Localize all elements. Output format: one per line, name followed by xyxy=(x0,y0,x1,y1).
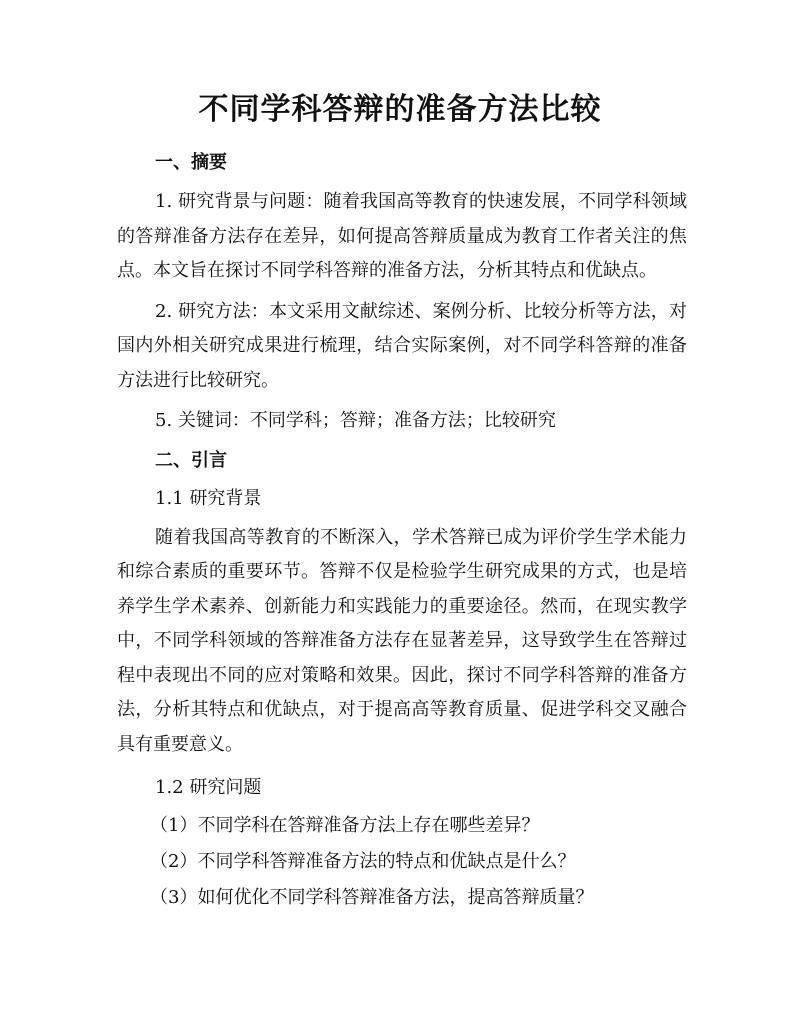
section-heading-intro: 二、引言 xyxy=(155,449,227,471)
intro-paragraph: 随着我国高等教育的不断深入，学术答辩已成为评价学生学术能力和综合素质的重要环节。答辩不仅是检验学生研究成果的方式，也是培养学生学术素养、创新能力和实践能力的重要途径。然而，在现实教学中，不同学科领域的答辩准备方法存在显著差异，这导致学生在答辩过程中表现出不同的应对策略和效果。因此，探讨不同学科答辩的准备方法，分析其特点和优缺点，对于提高高等教育质量、促进学科交叉融合具有重要意义。 xyxy=(117,526,687,755)
abstract-item-5: 5. 关键词：不同学科；答辩；准备方法；比较研究 xyxy=(155,410,556,431)
research-question-1: （1）不同学科在答辩准备方法上存在哪些差异？ xyxy=(150,815,540,836)
abstract-item-2: 2. 研究方法：本文采用文献综述、案例分析、比较分析等方法，对国内外相关研究成果进行梳理，结合实际案例，对不同学科答辩的准备方法进行比较研究。 xyxy=(117,300,687,391)
research-question-3: （3）如何优化不同学科答辩准备方法，提高答辩质量？ xyxy=(150,887,594,908)
subsection-heading-background: 1.1 研究背景 xyxy=(155,487,262,509)
document-body xyxy=(117,147,687,918)
document-title: 不同学科答辩的准备方法比较 xyxy=(198,92,602,127)
section-heading-abstract: 一、摘要 xyxy=(155,152,227,173)
abstract-item-1: 1. 研究背景与问题：随着我国高等教育的快速发展，不同学科领域的答辩准备方法存在差异，如何提高答辩质量成为教育工作者关注的焦点。本文旨在探讨不同学科答辩的准备方法，分析其特点和优缺点。 xyxy=(117,191,687,281)
research-question-2: （2）不同学科答辩准备方法的特点和优缺点是什么？ xyxy=(150,851,576,872)
subsection-heading-questions: 1.2 研究问题 xyxy=(155,777,262,798)
